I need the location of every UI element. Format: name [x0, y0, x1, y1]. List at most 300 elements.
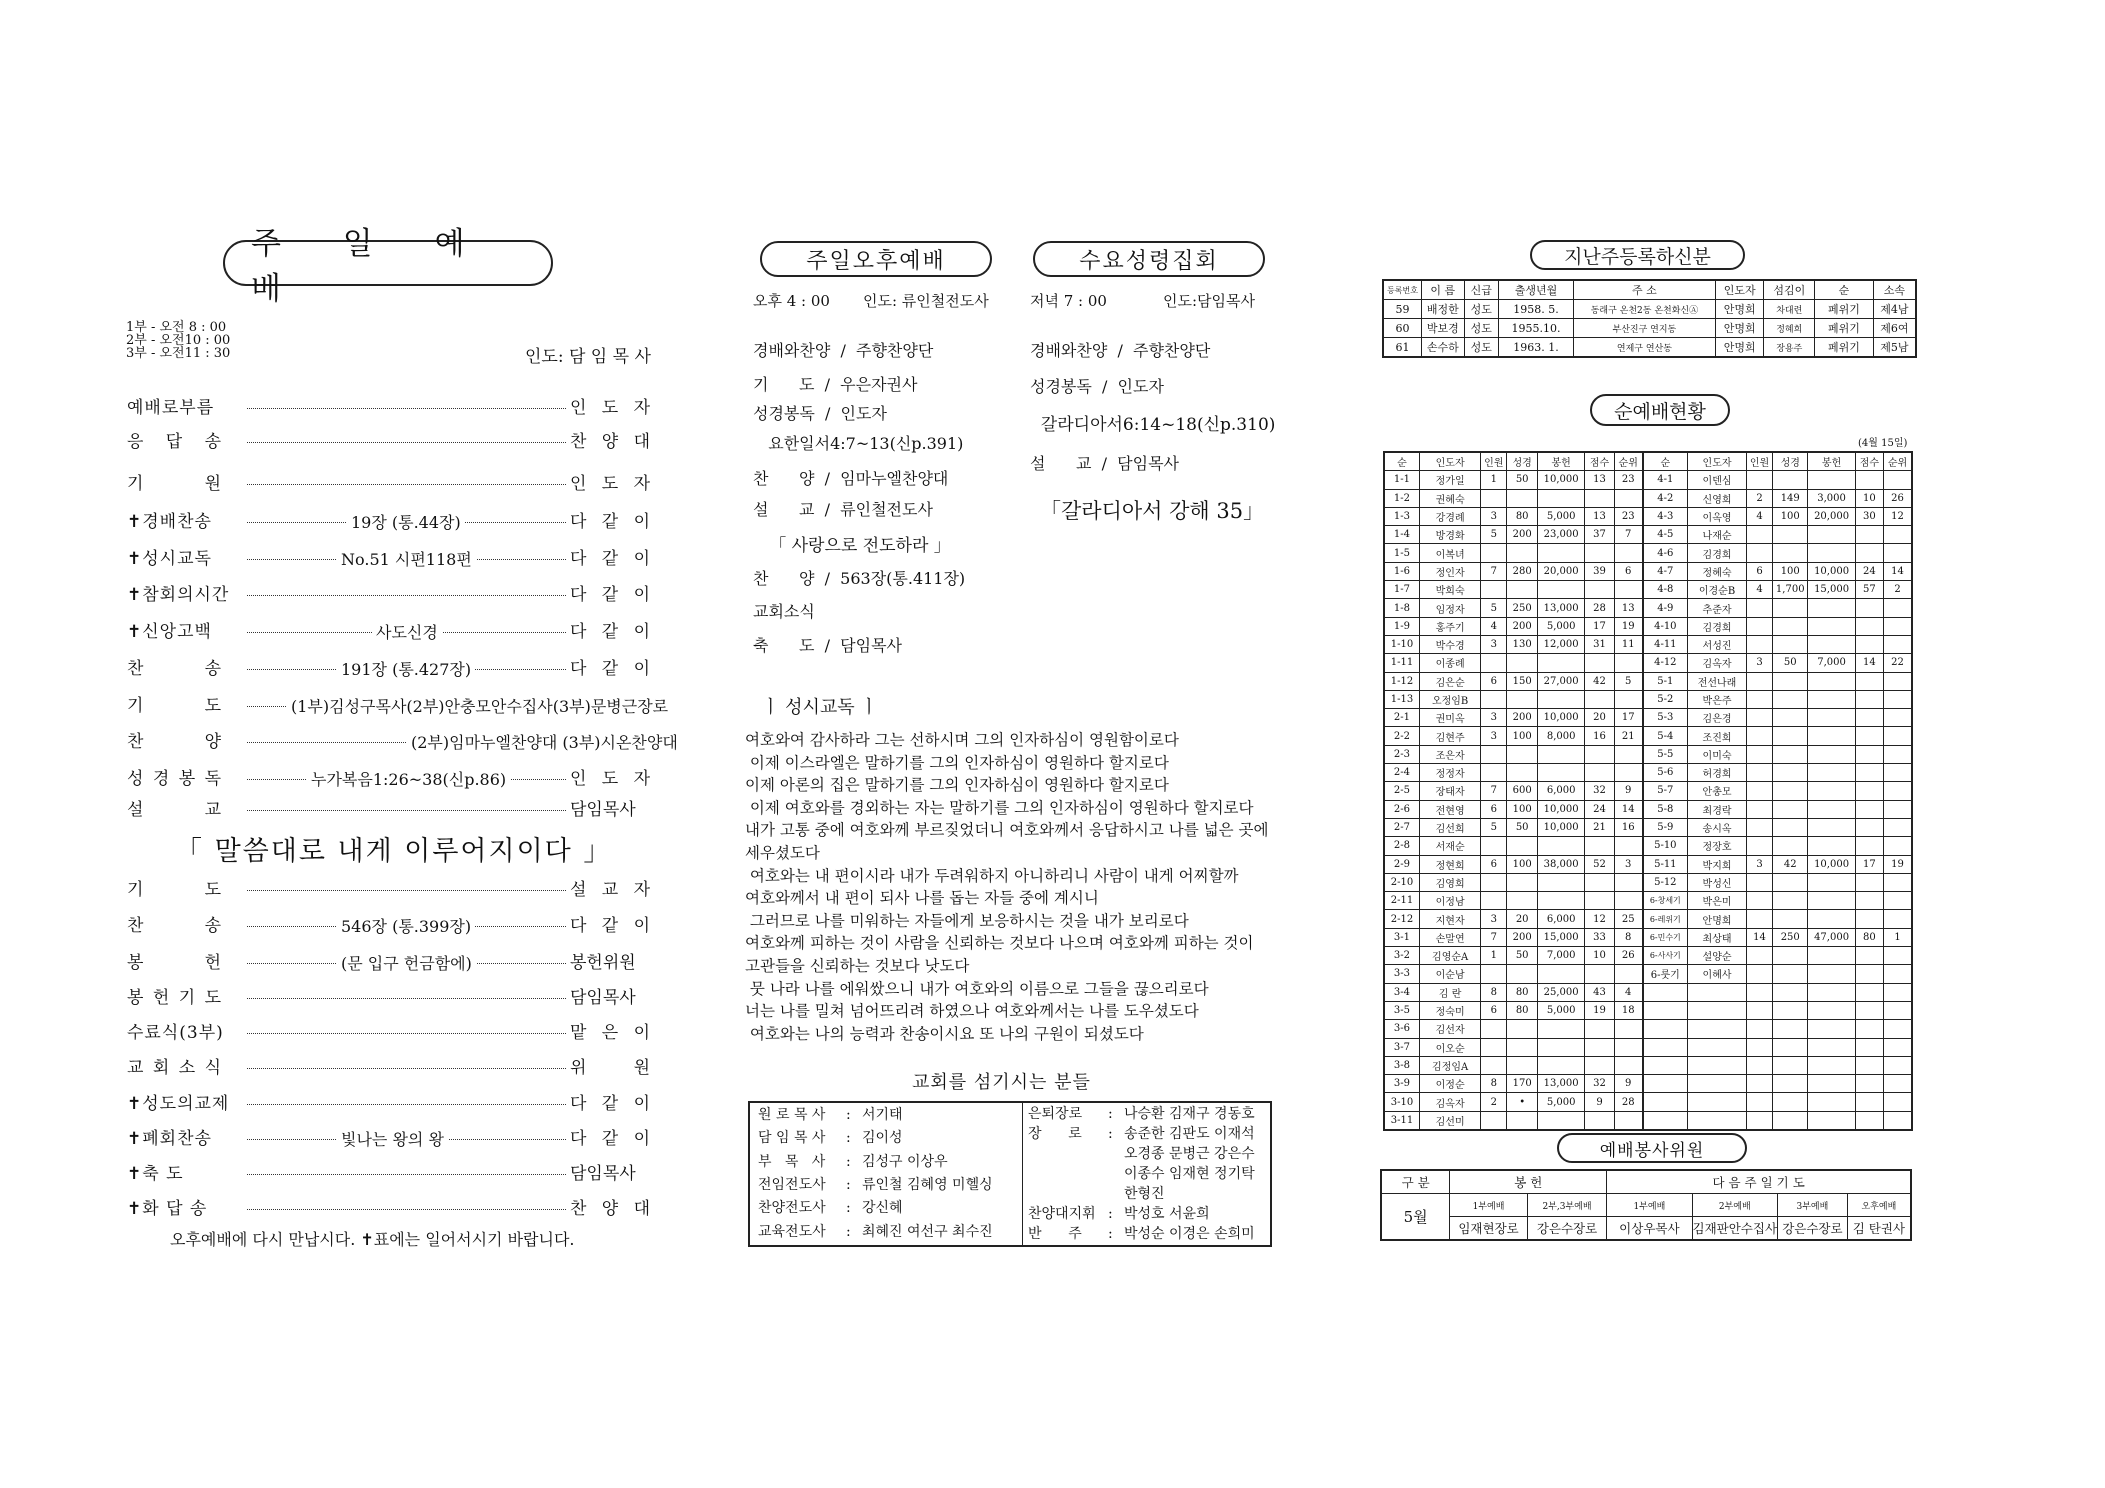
- servant-row: [758, 1221, 1013, 1244]
- table-cell: 3-9: [1384, 1075, 1419, 1093]
- table-cell: 장용주: [1764, 338, 1815, 358]
- table-cell: 2: [1884, 581, 1912, 599]
- column-header: 주 소: [1573, 280, 1715, 300]
- order-detail: 546장 (통.399장): [337, 914, 475, 937]
- table-cell: 부산진구 연지동: [1573, 319, 1715, 338]
- table-cell: 17: [1614, 709, 1642, 727]
- afternoon-item: 설 교 / 류인철전도사: [753, 500, 933, 519]
- table-cell: 정숙미: [1419, 1001, 1480, 1019]
- table-cell: [1747, 910, 1773, 928]
- table-cell: [1808, 873, 1855, 891]
- table-cell: 200: [1507, 928, 1538, 946]
- wednesday-item: 갈라디아서6:14~18(신p.310): [1030, 415, 1276, 435]
- table-cell: [1614, 764, 1642, 782]
- table-cell: 4: [1614, 983, 1642, 1001]
- table-cell: [1507, 1038, 1538, 1056]
- left-footer-note: 오후예배에 다시 만납시다. ✝표에는 일어서시기 바랍니다.: [170, 1230, 575, 1249]
- table-cell: [1855, 1038, 1883, 1056]
- table-cell: 1-11: [1384, 654, 1419, 672]
- table-cell: 3-5: [1384, 1001, 1419, 1019]
- table-cell: 4: [1481, 617, 1507, 635]
- table-row: [1384, 928, 1912, 946]
- table-cell: [1808, 727, 1855, 745]
- table-cell: 페위기: [1815, 319, 1874, 338]
- table-cell: [1808, 800, 1855, 818]
- table-cell: 17: [1585, 617, 1615, 635]
- table-cell: 6-룻기: [1643, 965, 1688, 983]
- table-cell: [1884, 1075, 1912, 1093]
- order-label: ✝화 답 송: [127, 1198, 208, 1219]
- servant-colon: :: [1108, 1206, 1113, 1222]
- table-cell: [1507, 690, 1538, 708]
- table-cell: [1614, 965, 1642, 983]
- order-person: 담임목사: [570, 799, 636, 820]
- table-cell: 150: [1507, 672, 1538, 690]
- table-cell: [1884, 1093, 1912, 1111]
- reading-line: 여호와는 내 편이시라 내가 두려워하지 아니하리니 사람이 내게 어찌할까: [745, 866, 1239, 885]
- table-cell: [1808, 617, 1855, 635]
- service-committee-title: 예배봉사위원: [1557, 1133, 1747, 1163]
- afternoon-item: 기 도 / 우은자권사: [753, 375, 918, 394]
- servant-row: [758, 1127, 1013, 1150]
- table-cell: [1808, 526, 1855, 544]
- table-row: [1384, 873, 1912, 891]
- column-header: 순위: [1884, 452, 1912, 471]
- table-cell: 페위기: [1815, 300, 1874, 319]
- table-cell: [1747, 782, 1773, 800]
- table-cell: 박지희: [1688, 855, 1747, 873]
- table-cell: 김 란: [1419, 983, 1480, 1001]
- table-cell: [1808, 1075, 1855, 1093]
- worship-order-row: [127, 618, 650, 640]
- attendance-date: (4월 15일): [1858, 438, 1908, 449]
- table-cell: [1773, 1001, 1808, 1019]
- sub-header: 2부,3부예배: [1527, 1194, 1606, 1217]
- table-cell: 13: [1585, 471, 1615, 489]
- table-cell: [1773, 983, 1808, 1001]
- table-cell: 제6여: [1873, 319, 1916, 338]
- prayer-afternoon: 김 탄권사: [1847, 1217, 1911, 1241]
- table-cell: [1855, 983, 1883, 1001]
- reading-line: 너는 나를 밀쳐 넘어뜨리려 하였으나 여호와께서는 나를 도우셨도다: [745, 1002, 1199, 1021]
- table-cell: 3: [1481, 635, 1507, 653]
- table-cell: [1747, 471, 1773, 489]
- servant-names: 김성구 이상우: [862, 1153, 948, 1170]
- order-detail: (2부)임마누엘찬양대 (3부)시온찬양대: [407, 730, 682, 753]
- table-cell: 8: [1481, 1075, 1507, 1093]
- table-row: [1384, 764, 1912, 782]
- table-cell: 30: [1855, 507, 1883, 525]
- table-cell: 5-9: [1643, 818, 1688, 836]
- table-cell: 제4남: [1873, 300, 1916, 319]
- table-cell: [1585, 489, 1615, 507]
- worship-order-row: [127, 581, 650, 603]
- order-label: 기 원: [127, 473, 222, 494]
- table-cell: 20,000: [1538, 562, 1585, 580]
- servant-row: [758, 1104, 1013, 1127]
- table-cell: [1855, 526, 1883, 544]
- table-cell: 31: [1585, 635, 1615, 653]
- table-cell: 김선자: [1419, 1020, 1480, 1038]
- table-cell: 57: [1855, 581, 1883, 599]
- table-cell: [1884, 782, 1912, 800]
- servant-names: 박성순 이경은 손희미: [1124, 1226, 1255, 1242]
- table-cell: [1614, 745, 1642, 763]
- responsive-reading-heading: ㅣ 성시교독 ㅣ: [762, 697, 878, 718]
- table-cell: 8: [1481, 983, 1507, 1001]
- table-cell: 5,000: [1538, 617, 1585, 635]
- table-cell: [1614, 544, 1642, 562]
- table-cell: [1884, 1001, 1912, 1019]
- reading-line: 고관들을 신뢰하는 것보다 낫도다: [745, 957, 970, 975]
- wednesday-item: 설 교 / 담임목사: [1030, 454, 1179, 473]
- table-cell: 1-5: [1384, 544, 1419, 562]
- service-committee-table: [1380, 1169, 1912, 1241]
- table-cell: [1808, 1038, 1855, 1056]
- table-cell: 80: [1855, 928, 1883, 946]
- table-cell: 5,000: [1538, 1001, 1585, 1019]
- table-cell: 19: [1884, 855, 1912, 873]
- dot-leader: [247, 696, 669, 716]
- table-cell: 이복녀: [1419, 544, 1480, 562]
- table-cell: 3: [1481, 727, 1507, 745]
- table-cell: 배정한: [1422, 300, 1465, 319]
- table-cell: [1808, 983, 1855, 1001]
- table-cell: [1808, 635, 1855, 653]
- table-cell: [1688, 1001, 1747, 1019]
- table-cell: [1585, 544, 1615, 562]
- service-month: 5월: [1381, 1194, 1450, 1241]
- table-cell: 6-민수기: [1643, 928, 1688, 946]
- order-label: 기 도: [127, 879, 222, 900]
- table-cell: 김은경: [1688, 709, 1747, 727]
- sub-header: 3부예배: [1778, 1194, 1848, 1217]
- servant-role: 반 주: [1028, 1226, 1082, 1242]
- dot-leader: [247, 595, 566, 596]
- table-cell: 1955.10.: [1498, 319, 1573, 338]
- table-cell: 장태자: [1419, 782, 1480, 800]
- sub-header: 2부예배: [1692, 1194, 1778, 1217]
- reading-line: 여호와께 피하는 것이 사람을 신뢰하는 것보다 나으며 여호와께 피하는 것이: [745, 934, 1254, 953]
- servant-colon: :: [846, 1223, 851, 1240]
- dot-leader: [247, 1104, 566, 1105]
- servant-colon: :: [846, 1153, 851, 1170]
- servant-role: 전임전도사: [758, 1176, 826, 1193]
- table-cell: 김경희: [1688, 544, 1747, 562]
- afternoon-time: 오후 4 : 00: [753, 292, 830, 310]
- table-cell: [1884, 526, 1912, 544]
- table-cell: 8: [1614, 928, 1642, 946]
- table-cell: [1585, 654, 1615, 672]
- table-cell: 32: [1585, 782, 1615, 800]
- table-cell: 이순남: [1419, 965, 1480, 983]
- dot-leader: [247, 890, 566, 891]
- table-cell: [1688, 1020, 1747, 1038]
- worship-order-row: [127, 394, 650, 416]
- order-detail: (1부)김성구목사(2부)안충모안수집사(3부)문병근장로: [287, 694, 672, 717]
- table-cell: [1884, 635, 1912, 653]
- newcomers-title: 지난주등록하신분: [1530, 240, 1745, 270]
- worship-order-row: [127, 1019, 650, 1041]
- table-cell: [1773, 526, 1808, 544]
- servant-colon: :: [846, 1200, 851, 1217]
- servant-colon: :: [1108, 1226, 1113, 1242]
- table-cell: [1688, 1075, 1747, 1093]
- table-cell: 37: [1585, 526, 1615, 544]
- table-cell: 이종례: [1419, 654, 1480, 672]
- table-row: [1384, 617, 1912, 635]
- reading-line: 여호와여 감사하라 그는 선하시며 그의 인자하심이 영원함이로다: [745, 731, 1179, 749]
- table-cell: 200: [1507, 617, 1538, 635]
- table-cell: 25,000: [1538, 983, 1585, 1001]
- table-cell: [1688, 1056, 1747, 1074]
- table-cell: 250: [1773, 928, 1808, 946]
- worship-order-row: [127, 949, 650, 971]
- table-cell: 5-5: [1643, 745, 1688, 763]
- table-cell: [1808, 672, 1855, 690]
- servant-colon: :: [846, 1176, 851, 1193]
- table-row: [1384, 672, 1912, 690]
- table-cell: [1773, 910, 1808, 928]
- table-cell: [1747, 599, 1773, 617]
- table-cell: [1585, 837, 1615, 855]
- table-cell: [1507, 489, 1538, 507]
- table-cell: 강경례: [1419, 507, 1480, 525]
- table-cell: [1538, 489, 1585, 507]
- column-header: 순: [1384, 452, 1419, 471]
- header-next-prayer: 다 음 주 일 기 도: [1607, 1170, 1911, 1194]
- worship-order-row: [127, 1160, 650, 1182]
- table-header-row: [1384, 452, 1912, 471]
- table-cell: 방경화: [1419, 526, 1480, 544]
- table-row: [1384, 544, 1912, 562]
- table-cell: 80: [1507, 1001, 1538, 1019]
- table-cell: [1481, 1020, 1507, 1038]
- table-cell: [1614, 581, 1642, 599]
- table-cell: [1538, 581, 1585, 599]
- worship-order-row: [127, 1090, 650, 1112]
- table-cell: [1585, 581, 1615, 599]
- table-cell: [1585, 690, 1615, 708]
- table-cell: 10,000: [1538, 709, 1585, 727]
- table-cell: [1855, 910, 1883, 928]
- servant-role: 원 로 목 사: [758, 1107, 826, 1123]
- table-cell: 33: [1585, 928, 1615, 946]
- table-cell: 전현영: [1419, 800, 1480, 818]
- table-cell: [1773, 672, 1808, 690]
- table-cell: [1747, 1020, 1773, 1038]
- table-cell: 59: [1383, 300, 1422, 319]
- table-cell: [1773, 599, 1808, 617]
- servant-names: 류인철 김혜영 미헬싱: [862, 1176, 993, 1193]
- table-cell: 3: [1481, 910, 1507, 928]
- table-cell: [1538, 1111, 1585, 1130]
- column-header: 섬김이: [1764, 280, 1815, 300]
- table-cell: 페위기: [1815, 338, 1874, 358]
- header-offering: 봉 헌: [1450, 1170, 1607, 1194]
- table-cell: [1747, 635, 1773, 653]
- table-cell: 1,700: [1773, 581, 1808, 599]
- table-cell: 50: [1507, 818, 1538, 836]
- table-cell: 박보경: [1422, 319, 1465, 338]
- dot-leader: [247, 916, 566, 936]
- order-person: 담임목사: [570, 987, 636, 1008]
- table-cell: 7,000: [1808, 654, 1855, 672]
- table-cell: [1747, 1111, 1773, 1130]
- table-cell: 100: [1507, 800, 1538, 818]
- column-header: 등록번호: [1383, 280, 1422, 300]
- table-row: [1383, 338, 1916, 358]
- table-cell: [1688, 1093, 1747, 1111]
- table-cell: 5-11: [1643, 855, 1688, 873]
- table-cell: 제5남: [1873, 338, 1916, 358]
- table-cell: 1-8: [1384, 599, 1419, 617]
- table-cell: [1747, 672, 1773, 690]
- worship-order-row: [127, 1125, 650, 1147]
- table-cell: 5: [1614, 672, 1642, 690]
- table-cell: 2-2: [1384, 727, 1419, 745]
- table-cell: [1481, 1056, 1507, 1074]
- table-cell: 3: [1747, 855, 1773, 873]
- worship-order-row: [127, 655, 650, 677]
- table-cell: [1855, 690, 1883, 708]
- table-row: [1384, 654, 1912, 672]
- table-cell: [1538, 544, 1585, 562]
- table-cell: 2: [1747, 489, 1773, 507]
- table-cell: 600: [1507, 782, 1538, 800]
- wednesday-leader: 인도:담임목사: [1163, 292, 1255, 310]
- dot-leader: [247, 512, 566, 532]
- column-header: 봉헌: [1538, 452, 1585, 471]
- table-row: [1384, 1001, 1912, 1019]
- table-cell: [1614, 1111, 1642, 1130]
- table-cell: [1538, 654, 1585, 672]
- table-cell: 19: [1585, 1001, 1615, 1019]
- table-cell: [1855, 1093, 1883, 1111]
- order-label: 수료식(3부): [127, 1022, 224, 1043]
- order-person: 위 원: [570, 1057, 650, 1078]
- table-cell: [1643, 1093, 1688, 1111]
- header-gubun: 구 분: [1381, 1170, 1450, 1194]
- reading-line: 여호와께서 내 편이 되사 나를 돕는 자들 중에 계시니: [745, 889, 1099, 908]
- table-cell: 정가일: [1419, 471, 1480, 489]
- worship-order-row: [127, 428, 650, 450]
- table-cell: 43: [1585, 983, 1615, 1001]
- order-detail: 누가복음1:26~38(신p.86): [307, 767, 510, 790]
- table-cell: [1481, 892, 1507, 910]
- table-cell: 23: [1614, 471, 1642, 489]
- table-row: [1384, 562, 1912, 580]
- table-cell: 13: [1614, 599, 1642, 617]
- table-cell: 4-7: [1643, 562, 1688, 580]
- table-cell: 손수하: [1422, 338, 1465, 358]
- table-cell: 5-2: [1643, 690, 1688, 708]
- table-cell: [1884, 983, 1912, 1001]
- table-row: [1384, 1020, 1912, 1038]
- table-cell: [1614, 892, 1642, 910]
- order-label: 성 경 봉 독: [127, 768, 222, 789]
- servant-colon: :: [846, 1107, 851, 1123]
- column-header: 점수: [1585, 452, 1615, 471]
- table-cell: [1884, 818, 1912, 836]
- table-cell: [1643, 1038, 1688, 1056]
- servant-row: [1028, 1104, 1268, 1124]
- sub-header: 오후예배: [1847, 1194, 1911, 1217]
- afternoon-item: 찬 양 / 563장(통.411장): [753, 569, 966, 588]
- table-cell: 3-10: [1384, 1093, 1419, 1111]
- table-cell: 이경순B: [1688, 581, 1747, 599]
- table-cell: [1481, 764, 1507, 782]
- column-header: 인원: [1481, 452, 1507, 471]
- table-cell: [1614, 654, 1642, 672]
- table-cell: 안명희: [1715, 338, 1764, 358]
- order-person: 설 교 자: [570, 879, 650, 900]
- table-cell: 1958. 5.: [1498, 300, 1573, 319]
- table-cell: [1773, 745, 1808, 763]
- table-cell: 1-7: [1384, 581, 1419, 599]
- table-cell: [1507, 544, 1538, 562]
- table-cell: 오정임B: [1419, 690, 1480, 708]
- table-cell: 9: [1585, 1093, 1615, 1111]
- table-cell: [1884, 617, 1912, 635]
- table-cell: [1773, 1111, 1808, 1130]
- table-cell: [1614, 489, 1642, 507]
- table-cell: [1643, 1056, 1688, 1074]
- table-cell: [1773, 727, 1808, 745]
- table-cell: 170: [1507, 1075, 1538, 1093]
- order-person: 다 같 이: [570, 915, 650, 936]
- table-cell: 7,000: [1538, 947, 1585, 965]
- table-cell: 16: [1585, 727, 1615, 745]
- table-cell: 18: [1614, 1001, 1642, 1019]
- table-cell: 50: [1773, 654, 1808, 672]
- order-label: 기 도: [127, 695, 222, 716]
- table-cell: 박은미: [1688, 892, 1747, 910]
- servant-names: 서기태: [862, 1107, 903, 1123]
- table-cell: 서재순: [1419, 837, 1480, 855]
- table-cell: 13,000: [1538, 599, 1585, 617]
- worship-order-row: [127, 796, 650, 818]
- table-cell: 정장호: [1688, 837, 1747, 855]
- table-cell: 조은자: [1419, 745, 1480, 763]
- table-cell: 2-11: [1384, 892, 1419, 910]
- table-cell: [1808, 910, 1855, 928]
- table-cell: 1-10: [1384, 635, 1419, 653]
- table-cell: [1808, 544, 1855, 562]
- table-cell: [1884, 947, 1912, 965]
- servant-row: [1028, 1144, 1268, 1164]
- table-cell: 19: [1614, 617, 1642, 635]
- table-cell: [1884, 1038, 1912, 1056]
- column-header: 이 름: [1422, 280, 1465, 300]
- column-header: 성경: [1773, 452, 1808, 471]
- table-header-row: [1383, 280, 1916, 300]
- servant-role: 담 임 목 사: [758, 1130, 826, 1147]
- dot-leader: [247, 549, 566, 569]
- order-person: 다 같 이: [570, 1128, 650, 1149]
- table-cell: 성도: [1464, 300, 1498, 319]
- table-row: [1384, 507, 1912, 525]
- order-person: 맡 은 이: [570, 1022, 650, 1043]
- table-cell: 10: [1855, 489, 1883, 507]
- servant-names: 오경종 문병근 강은수: [1124, 1146, 1255, 1162]
- table-cell: [1884, 837, 1912, 855]
- table-cell: [1614, 873, 1642, 891]
- table-cell: 14: [1884, 562, 1912, 580]
- table-cell: [1855, 544, 1883, 562]
- table-cell: [1773, 1075, 1808, 1093]
- column-header: 순: [1643, 452, 1688, 471]
